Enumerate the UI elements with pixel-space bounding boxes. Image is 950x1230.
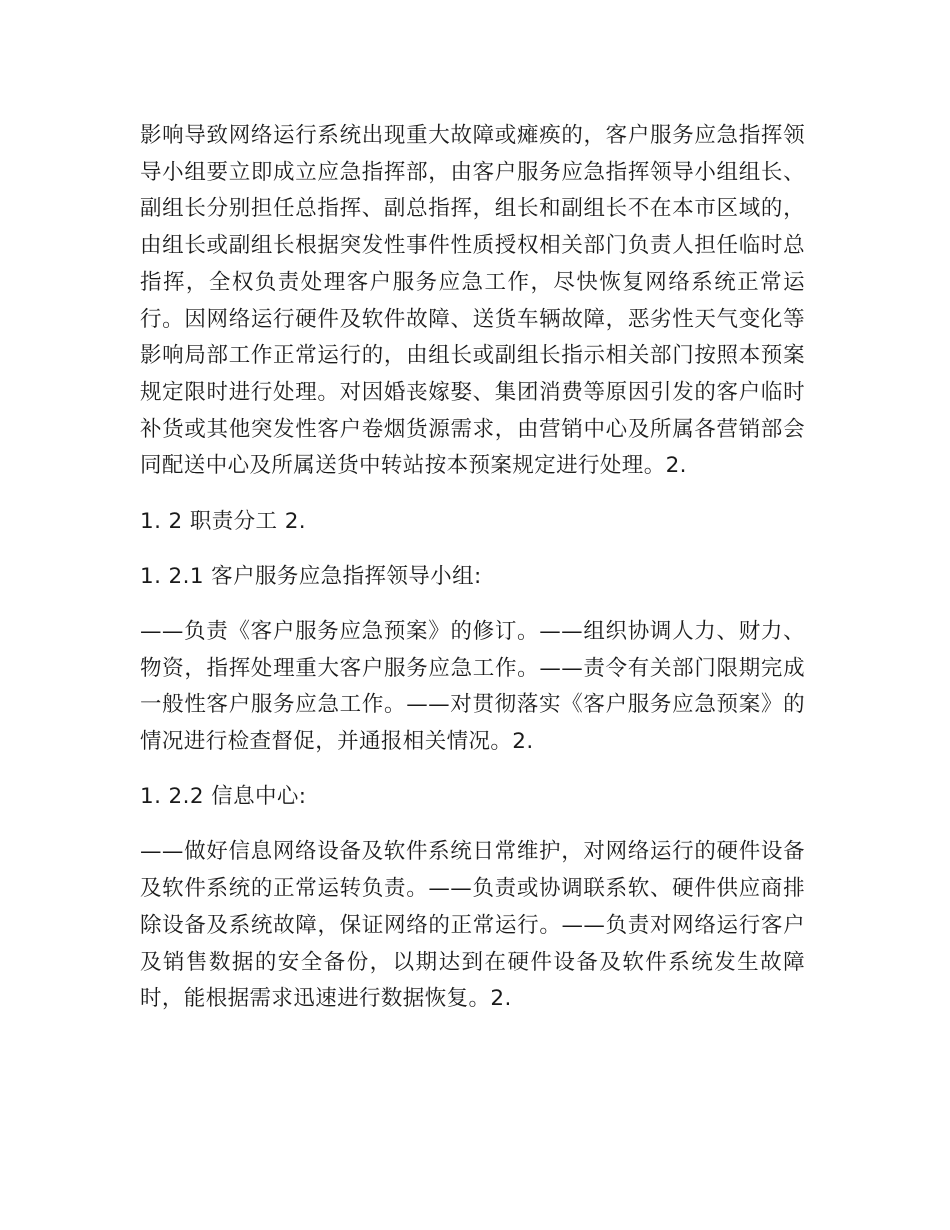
document-page: [140, 118, 805, 1036]
heading-leadership-group: 1. 2.1 客户服务应急指挥领导小组:: [140, 563, 482, 589]
paragraph-emergency-command: 影响导致网络运行系统出现重大故障或瘫痪的，客户服务应急指挥领导小组要立即成立应急指挥部，由客户服务应急指挥领导小组组长、副组长分别担任总指挥、副总指挥，组长和副组长不在本市区域的，由组长或副组长根据突发性事件性质授权相关部门负责人担任临时总指挥，全权负责处理客户服务应急工作，尽快恢复网络系统正常运行。因网络运行硬件及软件故障、送货车辆故障，恶劣性天气变化等影响局部工作正常运行的，由组长或副组长指示相关部门按照本预案规定限时进行处理。对因婚丧嫁娶、集团消费等原因引发的客户临时补货或其他突发性客户卷烟货源需求，由营销中心及所属各营销部会同配送中心及所属送货中转站按本预案规定进行处理。2.: [140, 123, 805, 479]
heading-division-of-duties: 1. 2 职责分工 2.: [140, 508, 307, 534]
paragraph-leadership-duties: ——负责《客户服务应急预案》的修订。——组织协调人力、财力、物资，指挥处理重大客户服务应急工作。——责令有关部门限期完成一般性客户服务应急工作。——对贯彻落实《客户服务应急预案》的情况进行检查督促，并通报相关情况。2.: [140, 618, 805, 755]
paragraph-information-center-duties: ——做好信息网络设备及软件系统日常维护，对网络运行的硬件设备及软件系统的正常运转负责。——负责或协调联系软、硬件供应商排除设备及系统故障，保证网络的正常运行。——负责对网络运行客户及销售数据的安全备份，以期达到在硬件设备及软件系统发生故障时，能根据需求迅速进行数据恢复。2.: [140, 839, 805, 1012]
heading-information-center: 1. 2.2 信息中心:: [140, 784, 307, 810]
